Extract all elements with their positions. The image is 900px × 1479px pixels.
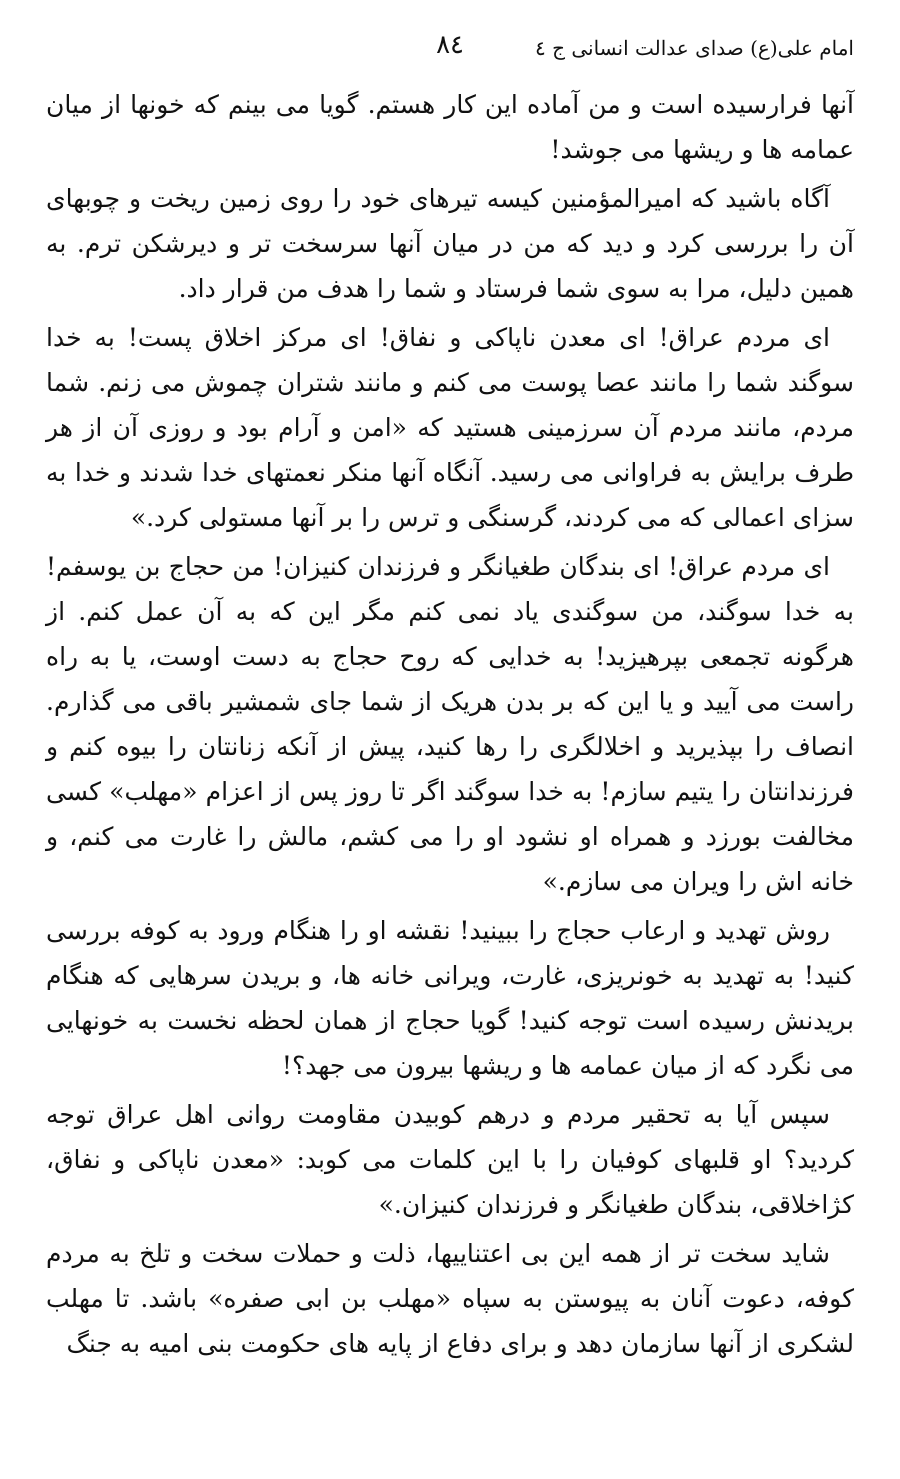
paragraph-2: آگاه باشید که امیرالمؤمنین کیسه تیرهای خود را روی زمین ریخت و چوبهای آن را بررسی کرد و دید که من در میان آنها سرسخت تر و دیرشکن ترم. به همین دلیل، مرا به سوی شما فرستاد و شما را هدف من قرار داد.: [46, 184, 854, 303]
paragraph-6: سپس آیا به تحقیر مردم و درهم کوبیدن مقاومت روانی اهل عراق توجه کردید؟ او قلبهای کوفیان را با این کلمات می کوبد: «معدن ناپاکی و نفاق، کژاخلاقی، بندگان طغیانگر و فرزندان کنیزان.»: [46, 1100, 854, 1219]
body-text: [46, 82, 854, 1370]
paragraph-5: روش تهدید و ارعاب حجاج را ببینید! نقشه او را هنگام ورود به کوفه بررسی کنید! به تهدید به خونریزی، غارت، ویرانی خانه ها، و بریدن سرهایی که هنگام بریدنش رسیده است توجه کنید! گویا حجاج از همان لحظه نخست به خونهایی می نگرد که از میان عمامه ها و ریشها بیرون می جهد؟!: [46, 916, 854, 1080]
paragraph-1: آنها فرارسیده است و من آماده این کار هستم. گویا می بینم که خونها از میان عمامه ها و ریشها می جوشد!: [46, 90, 854, 164]
paragraph-7: شاید سخت تر از همه این بی اعتناییها، ذلت و حملات سخت و تلخ به مردم کوفه، دعوت آنان به پیوستن به سپاه «مهلب بن ابی صفره» باشد. تا مهلب لشکری از آنها سازمان دهد و برای دفاع از پایه های حکومت بنی امیه به جنگ: [46, 1239, 854, 1358]
page-number: ٨٤: [436, 30, 464, 60]
book-title: امام علی(ع) صدای عدالت انسانی ج ٤: [534, 36, 854, 60]
paragraph-3: ای مردم عراق! ای معدن ناپاکی و نفاق! ای مرکز اخلاق پست! به خدا سوگند شما را مانند عصا پوست می کنم و مانند شتران چموش می زنم. شما مردم، مانند مردم آن سرزمینی هستید که «امن و آرام بود و روزی آن از هر طرف برایش به فراوانی می رسید. آنگاه آنها منکر نعمتهای خدا شدند و خدا به سزای اعمالی که می کردند، گرسنگی و ترس را بر آنها مستولی کرد.»: [46, 323, 854, 532]
running-header: [40, 30, 854, 70]
paragraph-4: ای مردم عراق! ای بندگان طغیانگر و فرزندان کنیزان! من حجاج بن یوسفم! به خدا سوگند، من سوگندی یاد نمی کنم مگر این که به آن عمل کنم. از هرگونه تجمعی بپرهیزید! به خدایی که روح حجاج به دست اوست، یا به راه راست می آیید و یا این که بر بدن هریک از شما جای شمشیر باقی می گذارم. انصاف را بپذیرید و اخلالگری را رها کنید، پیش از آنکه زنانتان را بیوه کنم و فرزندانتان را یتیم سازم! به خدا سوگند اگر تا روز پس از اعزام «مهلب» کسی مخالفت بورزد و همراه او نشود او را می کشم، مالش را غارت می کنم، و خانه اش را ویران می سازم.»: [46, 552, 854, 896]
